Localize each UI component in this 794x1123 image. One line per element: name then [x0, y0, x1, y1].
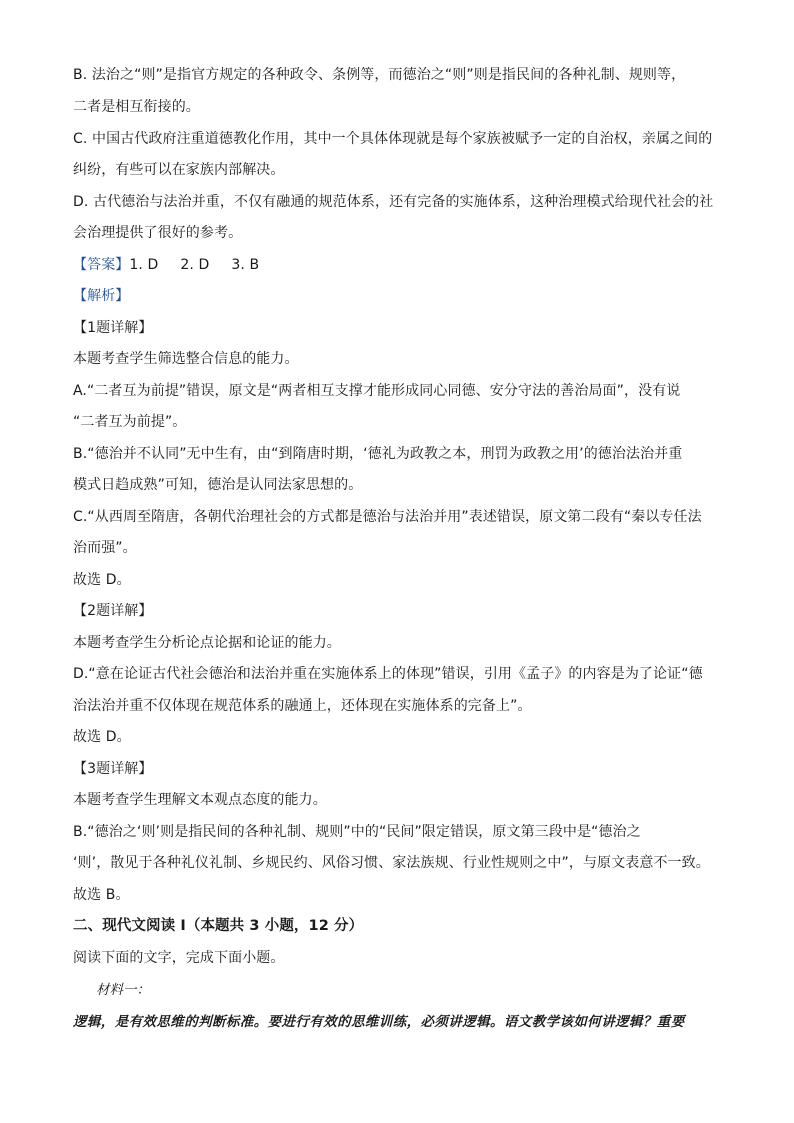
- section-2-title: 二、现代文阅读 I（本题共 3 小题，12 分）: [73, 918, 364, 934]
- section-2-instruction: 阅读下面的文字，完成下面小题。: [73, 950, 285, 966]
- analysis-label: 【解析】: [73, 288, 130, 304]
- q1-a-line-1: A.“二者互为前提”错误，原文是“两者相互支撑才能形成同心同德、安分守法的善治局面”，没有说: [73, 383, 681, 399]
- q2-d-line-2: 治法治并重不仅体现在规范体系的融通上，还体现在实施体系的完备上”。: [73, 698, 532, 714]
- q2-header: 【2题详解】: [73, 603, 153, 619]
- answer-line: [73, 256, 723, 274]
- option-b-line-1: B. 法治之“则”是指官方规定的各种政令、条例等，而德治之“则”则是指民间的各种礼制、规则等，: [73, 67, 686, 83]
- answer-1: 1. D: [129, 257, 159, 273]
- q1-c-line-2: 治而强”。: [73, 540, 137, 556]
- q1-c-line-1: C.“从西周至隋唐，各朝代治理社会的方式都是德治与法治并用”表述错误，原文第二段有“秦以专任法: [73, 509, 702, 525]
- option-c-line-1: C. 中国古代政府注重道德教化作用，其中一个具体体现就是每个家族被赋予一定的自治权，亲属之间的: [73, 131, 713, 147]
- q2-intro: 本题考查学生分析论点论据和论证的能力。: [73, 635, 341, 651]
- answer-label: 【答案】: [73, 257, 130, 273]
- option-d-line-1: D. 古代德治与法治并重，不仅有融通的规范体系，还有完备的实施体系，这种治理模式给现代社会的社: [73, 194, 714, 210]
- q1-header: 【1题详解】: [73, 320, 153, 336]
- option-c-line-2: 纠纷，有些可以在家族内部解决。: [73, 162, 285, 178]
- material-line-1: 逻辑，是有效思维的判断标准。要进行有效的思维训练，必须讲逻辑。语文教学该如何讲逻辑？重要: [73, 1014, 685, 1030]
- material-label: 材料一：: [96, 982, 150, 998]
- q3-intro: 本题考查学生理解文本观点态度的能力。: [73, 792, 327, 808]
- q2-d-line-1: D.“意在论证古代社会德治和法治并重在实施体系上的体现”错误，引用《孟子》的内容是为了论证“德: [73, 666, 703, 682]
- option-d-line-2: 会治理提供了很好的参考。: [73, 225, 243, 241]
- q3-b-line-2: ‘则’，散见于各种礼仪礼制、乡规民约、风俗习惯、家法族规、行业性规则之中”，与原文表意不一致。: [73, 855, 710, 871]
- option-b-line-2: 二者是相互衔接的。: [73, 99, 200, 115]
- q3-header: 【3题详解】: [73, 761, 153, 777]
- q3-conclusion: 故选 B。: [73, 887, 130, 903]
- q1-b-line-1: B.“德治并不认同”无中生有，由“到隋唐时期，‘德礼为政教之本，刑罚为政教之用’的德治法治并重: [73, 446, 683, 462]
- q3-b-line-1: B.“德治之‘则’则是指民间的各种礼制、规则”中的“民间”限定错误，原文第三段中是“德治之: [73, 824, 641, 840]
- q1-b-line-2: 模式日趋成熟”可知，德治是认同法家思想的。: [73, 477, 363, 493]
- answer-2: 2. D: [180, 257, 210, 273]
- q2-conclusion: 故选 D。: [73, 729, 131, 745]
- q1-conclusion: 故选 D。: [73, 572, 131, 588]
- answer-3: 3. B: [231, 257, 260, 273]
- q1-intro: 本题考查学生筛选整合信息的能力。: [73, 351, 299, 367]
- q1-a-line-2: “二者互为前提”。: [73, 414, 187, 430]
